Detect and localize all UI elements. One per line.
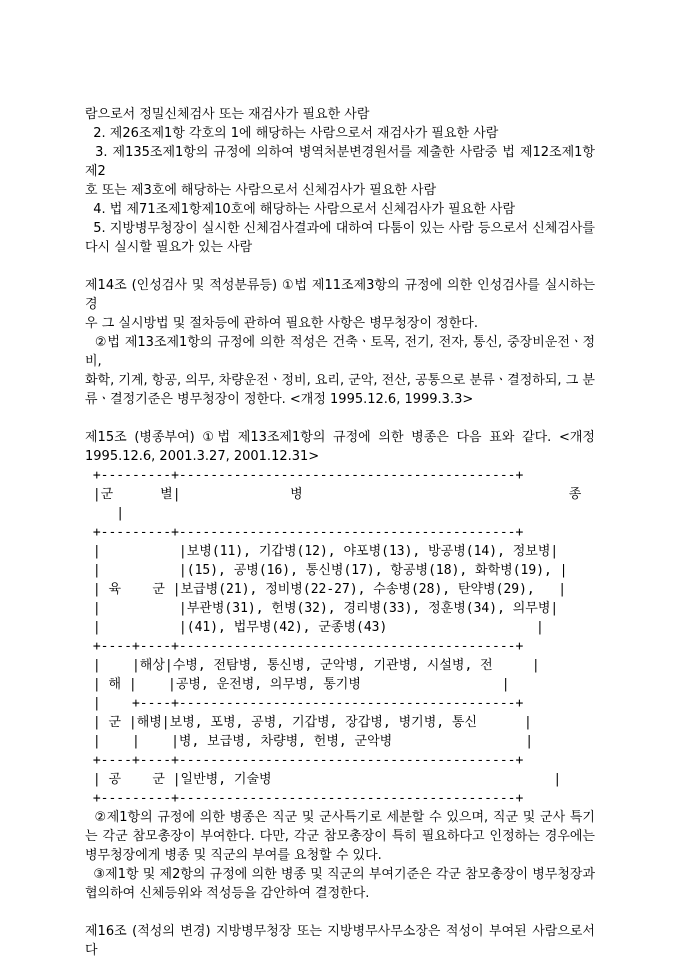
text-line: 다시 실시할 필요가 있는 사람 — [85, 240, 253, 255]
table-text-line: | |해상|수병, 전탐병, 통신병, 군악병, 기관병, 시설병, 전 | — [85, 658, 540, 673]
table-text-line: | +----+-------------------------------------------+ — [85, 696, 524, 711]
table-text-line: | 육 군 |보급병(21), 정비병(22-27), 수송병(28), 탄약병(29), | — [85, 582, 567, 597]
text-line: 1995.12.6, 2001.3.27, 2001.12.31> — [85, 449, 320, 464]
text-line: 4. 법 제71조제1항제10호에 해당하는 사람으로서 신체검사가 필요한 사람 — [85, 202, 516, 217]
table-text-line: +----+----+-------------------------------------------+ — [85, 753, 524, 768]
table-text-line: | |(41), 법무병(42), 군종병(43) | — [85, 620, 544, 635]
table-text-line: | |(15), 공병(16), 통신병(17), 항공병(18), 화학병(19), | — [85, 563, 568, 578]
table-text-line: +---------+-------------------------------------------+ — [85, 468, 524, 483]
text-line: ③제1항 및 제2항의 규정에 의한 병종 및 직군의 부여기준은 각군 참모총장이 병무청장과 — [85, 867, 595, 882]
text-line: 류ㆍ결정기준은 병무청장이 정한다. <개정 1995.12.6, 1999.3.3> — [85, 392, 474, 407]
text-line: 제14조 (인성검사 및 적성분류등) ①법 제11조제3항의 규정에 의한 인성검사를 실시하는 경 — [85, 278, 595, 312]
table-text-line: |군 별| 병 종 — [85, 487, 582, 502]
text-line: 3. 제135조제1항의 규정에 의하여 병역처분변경원서를 제출한 사람중 법 제12조제1항제2 — [85, 145, 595, 179]
text-line: ②제1항의 규정에 의한 병종은 직군 및 군사특기로 세분할 수 있으며, 직군 및 군사 특기 — [85, 810, 595, 825]
table-text-line: | — [85, 506, 125, 521]
text-line — [85, 903, 595, 922]
table-text-line: | |부관병(31), 헌병(32), 경리병(33), 정훈병(34), 의무병| — [85, 601, 559, 616]
text-line — [85, 409, 595, 428]
document-text — [85, 105, 595, 960]
text-line: 2. 제26조제1항 각호의 1에 해당하는 사람으로서 재검사가 필요한 사람 — [85, 126, 499, 141]
text-line: 화학, 기계, 항공, 의무, 차량운전ㆍ정비, 요리, 군악, 전산, 공통으로 분류ㆍ결정하되, 그 분 — [85, 373, 595, 388]
text-line: 는 각군 참모총장이 부여한다. 다만, 각군 참모총장이 특히 필요하다고 인정하는 경우에는 — [85, 829, 595, 844]
text-line — [85, 257, 595, 276]
text-line: 병무청장에게 병종 및 직군의 부여를 요청할 수 있다. — [85, 848, 382, 863]
table-text-line: +---------+-------------------------------------------+ — [85, 791, 524, 806]
table-text-line: +----+----+-------------------------------------------+ — [85, 639, 524, 654]
text-line: 람으로서 정밀신체검사 또는 재검사가 필요한 사람 — [85, 107, 370, 122]
table-text-line: | | |병, 보급병, 차량병, 헌병, 군악병 | — [85, 734, 534, 749]
table-text-line: | |보병(11), 기갑병(12), 야포병(13), 방공병(14), 정보병| — [85, 544, 559, 559]
text-line: 호 또는 제3호에 해당하는 사람으로서 신체검사가 필요한 사람 — [85, 183, 437, 198]
table-text-line: | 해 | |공병, 운전병, 의무병, 통기병 | — [85, 677, 510, 692]
text-line: 5. 지방병무청장이 실시한 신체검사결과에 대하여 다툼이 있는 사람 등으로서 신체검사를 — [85, 221, 595, 236]
text-line: 제15조 (병종부여) ①법 제13조제1항의 규정에 의한 병종은 다음 표와 같다. <개정 — [85, 430, 595, 445]
table-text-line: | 군 |해병|보병, 포병, 공병, 기갑병, 장갑병, 병기병, 통신 | — [85, 715, 532, 730]
table-text-line: +---------+-------------------------------------------+ — [85, 525, 524, 540]
text-line: ②법 제13조제1항의 규정에 의한 적성은 건축ㆍ토목, 전기, 전자, 통신, 중장비운전ㆍ정비, — [85, 335, 595, 369]
text-line: 제16조 (적성의 변경) 지방병무청장 또는 지방병무사무소장은 적성이 부여된 사람으로서 다 — [85, 924, 595, 958]
text-line: 협의하여 신체등위와 적성등을 감안하여 결정한다. — [85, 886, 370, 901]
table-text-line: | 공 군 |일반병, 기술병 | — [85, 772, 562, 787]
text-line: 우 그 실시방법 및 절차등에 관하여 필요한 사항은 병무청장이 정한다. — [85, 316, 478, 331]
